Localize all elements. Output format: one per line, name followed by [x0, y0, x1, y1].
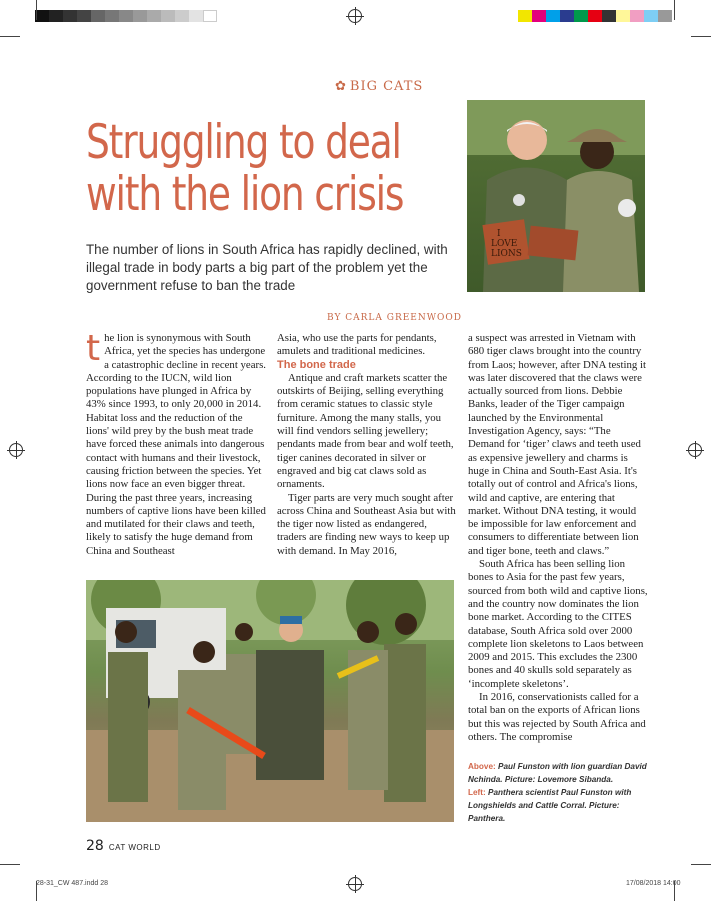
- crop-mark: [0, 864, 20, 865]
- caption-text-above: Paul Funston with lion guardian David Nchinda. Picture: Lovemore Sibanda.: [468, 762, 647, 784]
- article-column-2: [277, 332, 457, 558]
- headline-line: with the lion crisis: [86, 167, 404, 222]
- article-paragraph: Asia, who use the parts for pendants, amulets and traditional medicines.: [277, 332, 437, 358]
- sign-text: LIONS: [491, 249, 522, 259]
- article-paragraph: In 2016, conservationists called for a total ban on the exports of African lions but this was rejected by South Africa and others. The compromise: [468, 691, 646, 743]
- file-slug: 28-31_CW 487.indd 28: [36, 880, 108, 887]
- article-column-1: [86, 328, 266, 558]
- photo-two-men-with-sign: [467, 100, 645, 292]
- magazine-name: CAT WORLD: [108, 843, 161, 852]
- article-column-3: [468, 332, 648, 744]
- photo-caption: [468, 760, 648, 825]
- print-timestamp: 17/08/2018 14:00: [626, 880, 681, 887]
- registration-mark-icon: [348, 877, 362, 891]
- caption-label-above: Above:: [468, 762, 496, 771]
- crop-mark: [674, 0, 675, 20]
- registration-mark-icon: [348, 9, 362, 23]
- standfirst: The number of lions in South Africa has rapidly declined, with illegal trade in body parts a big part of the problem yet the government refuse to ban the trade: [86, 242, 448, 293]
- page-title: [86, 115, 404, 222]
- sign-text: LOVE: [491, 239, 518, 249]
- cmyk-color-bar: [518, 10, 672, 22]
- photo-illustration: [467, 100, 645, 292]
- caption-label-left: Left:: [468, 788, 486, 797]
- folio: [86, 838, 161, 854]
- caption-text-left: Panthera scientist Paul Funston with Longshields and Cattle Corral. Picture: Panthera.: [468, 788, 632, 823]
- headline-line: Struggling to deal: [86, 115, 401, 170]
- paw-icon: ✿: [335, 78, 346, 93]
- photo-illustration: [86, 580, 454, 822]
- drop-cap: t: [86, 328, 101, 369]
- article-paragraph: Antique and craft markets scatter the outskirts of Beijing, selling everything from ceramic statues to classic style furniture. Among the many stalls, you will find vendors selling jewellery; pendants made from bear and wolf teeth, tiger canines decorated in silver or engraved and big cat claws sold as ornaments.: [277, 371, 454, 491]
- photo-group-with-vehicle: [86, 580, 454, 822]
- section-label: [335, 78, 423, 94]
- crop-mark: [691, 36, 711, 37]
- sign-text: I: [497, 229, 501, 239]
- subheading: The bone trade: [277, 358, 356, 371]
- article-paragraph: South Africa has been selling lion bones to Asia for the past few years, sourced from both wild and captive lions, and the country now dominates the lion bone market. According to the CITES database, South Africa sold over 2000 complete lion skeletons to Laos between 2009 and 2015. This excludes the 2300 bones and 40 skulls sold separately as ‘incomplete skeletons’.: [468, 558, 648, 690]
- article-paragraph: Tiger parts are very much sought after across China and Southeast Asia but with the tiger now listed as endangered, traders are finding new ways to keep up with demand. In May 2016,: [277, 491, 456, 557]
- section-name: BIG CATS: [349, 78, 424, 94]
- article-paragraph: he lion is synonymous with South Africa, yet the species has undergone a catastrophic decline in recent years. According to the IUCN, wild lion populations have plunged in Africa by 43% since 1993, to only 20,000 in 2014. Habitat loss and the reduction of the lions' wild prey by the bush meat trade have forced these animals into dangerous contact with humans and their livestock, causing friction between the species. Yet lions now face an even bigger threat. During the past three years, increasing numbers of captive lions have been killed and mutilated for their claws and teeth, likely to satisfy the huge demand from China and Southeast: [86, 332, 266, 557]
- article-paragraph: a suspect was arrested in Vietnam with 680 tiger claws brought into the country from Laos; however, after DNA testing it was later discovered that the claws were actually sourced from lions. Debbie Banks, leader of the Tiger campaign launched by the Environmental Investigation Agency, says: “The Demand for ‘tiger’ claws and teeth used as expensive jewellery and charms is huge in China and South-East Asia. It's totally out of control and Africa's lions, wild and captive, are entering that market. Without DNA testing, it would be impossible for law enforcement and consumers to differentiate between lion and tiger bone, teeth and claws.”: [468, 332, 646, 557]
- crop-mark: [691, 864, 711, 865]
- registration-mark-icon: [688, 443, 702, 457]
- grayscale-color-bar: [35, 10, 217, 22]
- crop-mark: [36, 0, 37, 20]
- registration-mark-icon: [9, 443, 23, 457]
- byline: BY CARLA GREENWOOD: [327, 313, 462, 323]
- crop-mark: [0, 36, 20, 37]
- page-number: 28: [86, 838, 104, 854]
